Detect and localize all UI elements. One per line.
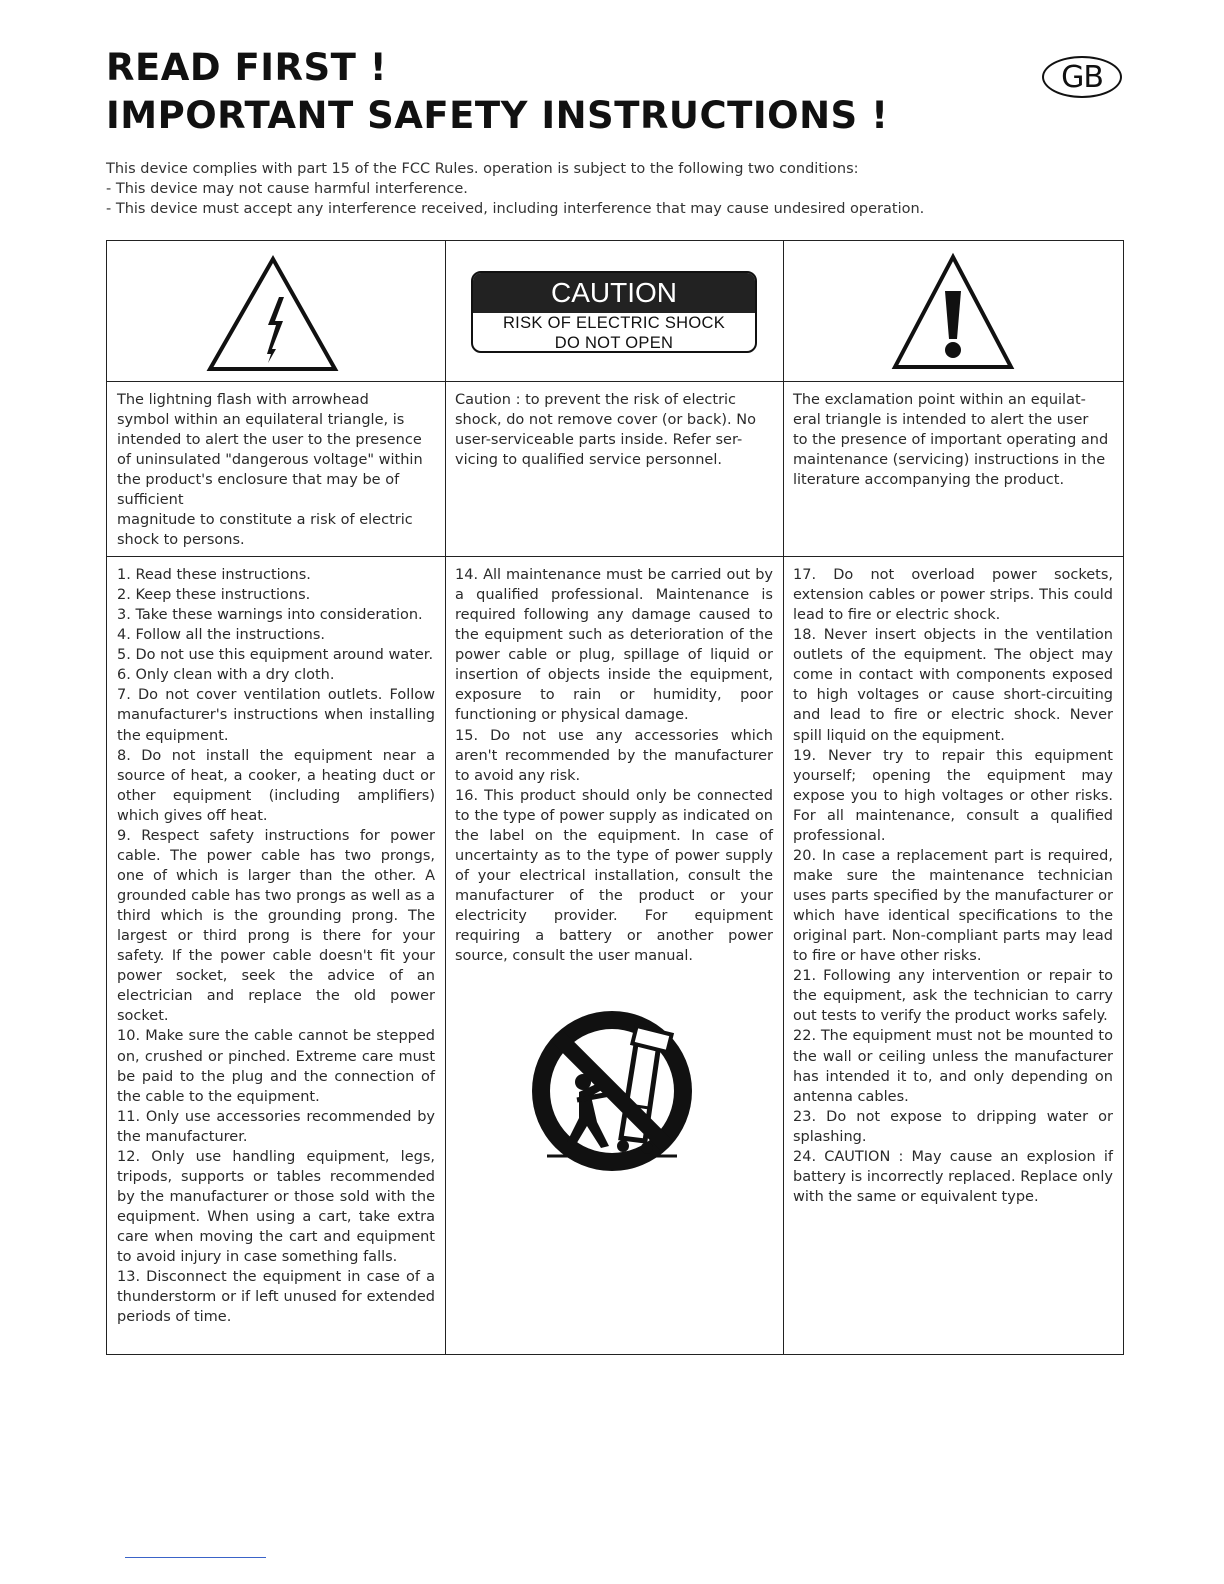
instruction-item: 19. Never try to repair this equipment yourself; opening the equipment may expose you to high voltages or other risks. For all maintenance, consult a qualified professional. <box>793 747 1113 844</box>
country-badge: GB <box>1042 56 1122 98</box>
lightning-triangle-icon <box>107 241 445 381</box>
caution-description: Caution : to prevent the risk of electric shock, do not remove cover (or back). No user-serviceable parts inside. Refer ser- vicing to qualified service personnel. <box>455 392 756 468</box>
divider-line <box>125 1557 266 1558</box>
instruction-item: 8. Do not install the equipment near a source of heat, a cooker, a heating duct or other equipment (including amplifiers) which gives off heat. <box>117 747 435 824</box>
instruction-item: 1. Read these instructions. <box>117 567 311 583</box>
fcc-intro <box>106 159 1116 219</box>
exclamation-triangle-icon <box>783 241 1123 381</box>
instruction-item: 10. Make sure the cable cannot be stepped on, crushed or pinched. Extreme care must be paid to the plug and the connection of the cable to the equipment. <box>117 1028 435 1105</box>
instruction-item: 13. Disconnect the equipment in case of a thunderstorm or if left unused for extended periods of time. <box>117 1269 435 1326</box>
instruction-item: 23. Do not expose to dripping water or splashing. <box>793 1108 1113 1145</box>
row-divider <box>107 556 1123 557</box>
instruction-item: 11. Only use accessories recommended by the manufacturer. <box>117 1108 435 1145</box>
instruction-item: 9. Respect safety instructions for power cable. The power cable has two prongs, one of which is larger than the other. A grounded cable has two prongs as well as a third which is the grounding prong. The largest or third prong is there for your safety. If the power cable doesn't fit your power socket, seek the advice of an electrician and replace the old power socket. <box>117 827 435 1025</box>
title-line-1: READ FIRST ! <box>106 46 388 89</box>
instruction-item: 4. Follow all the instructions. <box>117 627 326 644</box>
instructions-column-1 <box>107 565 445 1327</box>
instruction-item: 12. Only use handling equipment, legs, tripods, supports or tables recommended by the manufacturer or those sold with the equipment. When using a cart, take extra care when moving the cart and equipment to avoid injury in case something falls. <box>117 1148 435 1266</box>
instruction-item: 22. The equipment must not be mounted to the wall or ceiling unless the manufacturer has intended it to, and only depending on antenna cables. <box>793 1028 1113 1105</box>
safety-table <box>106 240 1124 1355</box>
exclamation-description: The exclamation point within an equilat- eral triangle is intended to alert the user to the presence of important operating and maintenance (servicing) instructions in the literature accompanying the product. <box>793 392 1109 488</box>
page-title <box>106 44 888 140</box>
exclamation-symbol-cell <box>783 241 1123 381</box>
lightning-description: The lightning flash with arrowhead symbol within an equilateral triangle, is intended to alert the user to the presence of uninsulated "dangerous voltage" within the product's enclosure that may be of sufficient magnitude to constitute a risk of electric shock to persons. <box>117 392 423 548</box>
caution-symbol-cell <box>445 241 783 381</box>
caution-line-2: DO NOT OPEN <box>554 334 674 352</box>
instruction-item: 2. Keep these instructions. <box>117 587 311 604</box>
instruction-item: 5. Do not use this equipment around water. <box>117 647 434 664</box>
intro-line: This device complies with part 15 of the FCC Rules. operation is subject to the following two conditions: <box>106 161 859 177</box>
instruction-item: 18. Never insert objects in the ventilation outlets of the equipment. The object may come in contact with components exposed to high voltages or cause short-circuiting and lead to fire or electric shock. Never spill liquid on the equipment. <box>793 627 1113 744</box>
instruction-item: 3. Take these warnings into consideration. <box>117 607 423 624</box>
caution-heading: CAUTION <box>473 273 755 313</box>
instruction-item: 20. In case a replacement part is required, make sure the maintenance technician uses parts specified by the manufacturer or which have identical specifications to the original part. Non-compliant parts may lead to fire or have other risks. <box>793 847 1113 965</box>
instruction-item: 21. Following any intervention or repair to the equipment, ask the technician to carry out tests to verify the product works safely. <box>793 968 1113 1025</box>
instructions-column-3 <box>783 565 1123 1207</box>
caution-label <box>471 271 757 353</box>
instruction-item: 6. Only clean with a dry cloth. <box>117 667 335 684</box>
intro-line: - This device may not cause harmful interference. <box>106 181 468 197</box>
title-line-2: IMPORTANT SAFETY INSTRUCTIONS ! <box>106 94 889 137</box>
instruction-item: 14. All maintenance must be carried out by a qualified professional. Maintenance is required following any damage caused to the equipment such as deterioration of the power cable or plug, spillage of liquid or insertion of objects inside the equipment, exposure to rain or humidity, poor functioning or physical damage. <box>455 567 773 724</box>
row-divider <box>107 381 1123 382</box>
instruction-item: 17. Do not overload power sockets, extension cables or power strips. This could lead to fire or electric shock. <box>793 567 1113 624</box>
instructions-column-2 <box>445 565 783 966</box>
instruction-item: 15. Do not use any accessories which aren't recommended by the manufacturer to avoid any risk. <box>455 727 773 784</box>
intro-line: - This device must accept any interference received, including interference that may cause undesired operation. <box>106 201 925 217</box>
cart-tip-over-warning-icon <box>517 996 707 1186</box>
instruction-item: 24. CAUTION : May cause an explosion if battery is incorrectly replaced. Replace only with the same or equivalent type. <box>793 1148 1113 1205</box>
instruction-item: 16. This product should only be connected to the type of power supply as indicated on the label on the equipment. In case of uncertainty as to the type of power supply of your electrical installation, consult the manufacturer of the product or your electricity provider. For equipment requiring a battery or another power source, consult the user manual. <box>455 787 773 965</box>
instruction-item: 7. Do not cover ventilation outlets. Follow manufacturer's instructions when installing the equipment. <box>117 687 435 744</box>
caution-line-1: RISK OF ELECTRIC SHOCK <box>502 314 726 332</box>
lightning-symbol-cell <box>107 241 445 381</box>
